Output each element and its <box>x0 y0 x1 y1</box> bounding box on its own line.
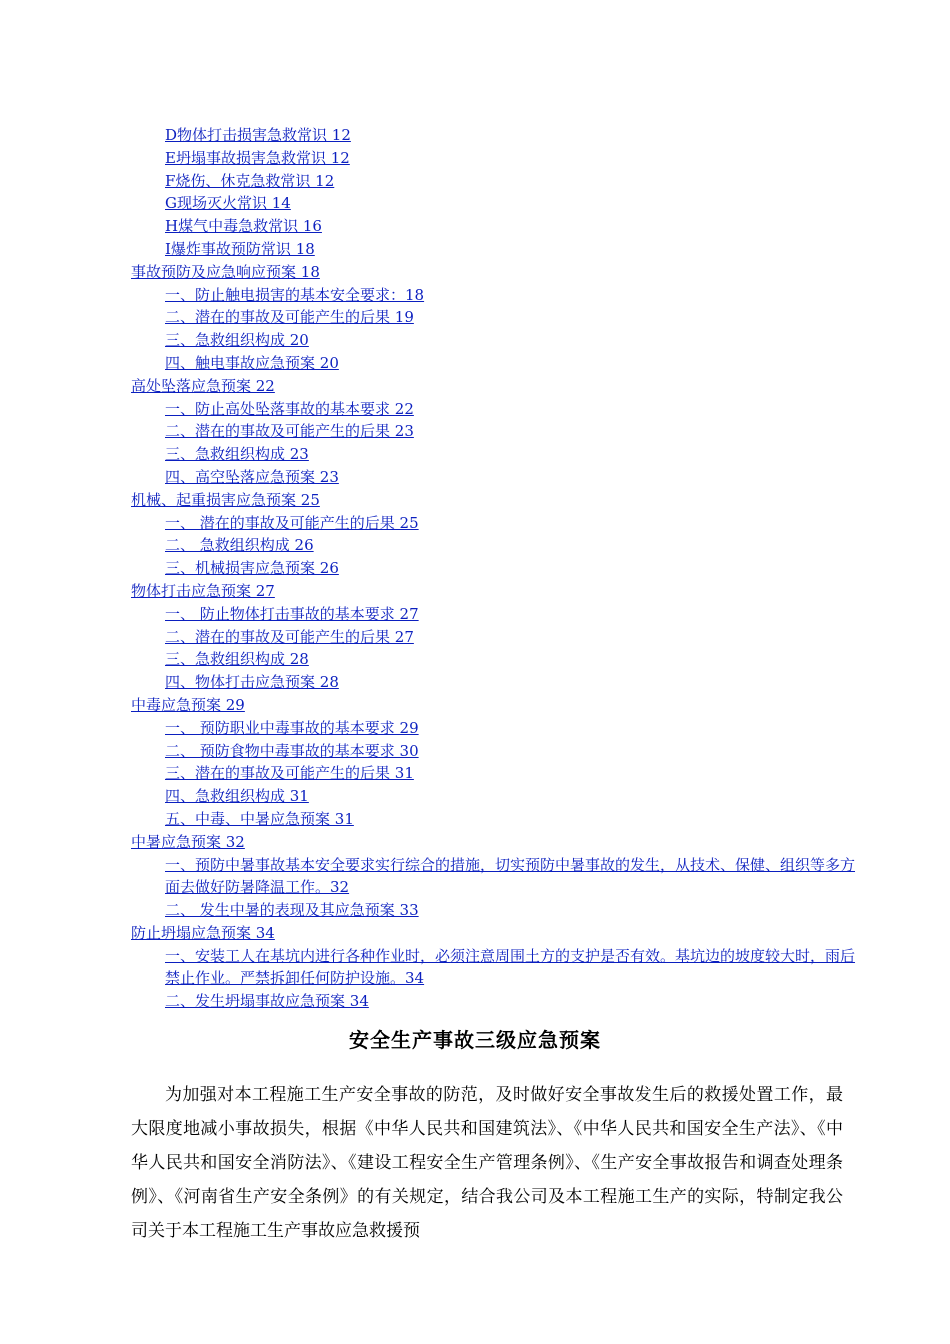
toc-entry[interactable]: 三、潜在的事故及可能产生的后果 31 <box>165 764 414 783</box>
toc-entry[interactable]: 一、安装工人在基坑内进行各种作业时，必须注意周围土方的支护是否有效。基坑边的坡度较大时，雨后禁止作业。严禁拆卸任何防护设施。34 <box>165 946 856 988</box>
toc-entry[interactable]: 二、潜在的事故及可能产生的后果 19 <box>165 308 414 327</box>
toc-entry[interactable]: 一、防止高处坠落事故的基本要求 22 <box>165 399 414 418</box>
toc-entry[interactable]: 二、 急救组织构成 26 <box>165 536 314 555</box>
toc-entry[interactable]: 一、 潜在的事故及可能产生的后果 25 <box>165 513 419 532</box>
toc-entry[interactable]: 二、发生坍塌事故应急预案 34 <box>165 992 369 1011</box>
toc-entry[interactable]: 三、急救组织构成 28 <box>165 650 309 669</box>
toc-entry[interactable]: I爆炸事故预防常识 18 <box>165 239 315 258</box>
toc-entry[interactable]: 三、急救组织构成 20 <box>165 331 309 350</box>
toc-entry[interactable]: 二、潜在的事故及可能产生的后果 23 <box>165 422 414 441</box>
toc-entry[interactable]: G现场灭火常识 14 <box>165 194 291 213</box>
toc-entry[interactable]: 事故预防及应急响应预案 18 <box>131 262 320 281</box>
body-paragraph: 为加强对本工程施工生产安全事故的防范，及时做好安全事故发生后的救援处置工作，最大限度地减小事故损失，根据《中华人民共和国建筑法》、《中华人民共和国安全生产法》、《中华人民共和国安全消防法》、《建设工程安全生产管理条例》、《生产安全事故报告和调查处理条例》、《河南省生产安全条例》的有关规定，结合我公司及本工程施工生产的实际，特制定我公司关于本工程施工生产事故应急救援预 <box>131 1085 843 1241</box>
toc-entry[interactable]: 三、急救组织构成 23 <box>165 445 309 464</box>
toc-entry[interactable]: 四、高空坠落应急预案 23 <box>165 467 339 486</box>
toc-entry[interactable]: 高处坠落应急预案 22 <box>131 376 275 395</box>
toc-entry[interactable]: 四、急救组织构成 31 <box>165 787 309 806</box>
toc-entry[interactable]: H煤气中毒急救常识 16 <box>165 217 322 236</box>
toc-entry[interactable]: D物体打击损害急救常识 12 <box>165 126 351 144</box>
toc-entry[interactable]: 五、中毒、中暑应急预案 31 <box>165 809 354 828</box>
toc-entry[interactable]: 物体打击应急预案 27 <box>131 581 275 600</box>
toc-entry[interactable]: 中毒应急预案 29 <box>131 695 245 714</box>
toc-entry[interactable]: 二、 预防食物中毒事故的基本要求 30 <box>165 741 419 760</box>
toc-entry[interactable]: 三、机械损害应急预案 26 <box>165 559 339 578</box>
toc-entry[interactable]: 防止坍塌应急预案 34 <box>131 923 275 942</box>
toc-entry[interactable]: E坍塌事故损害急救常识 12 <box>165 148 350 167</box>
toc-entry[interactable]: 一、预防中暑事故基本安全要求实行综合的措施，切实预防中暑事故的发生，从技术、保健、组织等多方面去做好防暑降温工作。32 <box>165 855 856 897</box>
toc-entry[interactable]: 四、触电事故应急预案 20 <box>165 353 339 372</box>
toc-entry[interactable]: 四、物体打击应急预案 28 <box>165 673 339 692</box>
toc-entry[interactable]: 一、 防止物体打击事故的基本要求 27 <box>165 604 419 623</box>
toc-entry[interactable]: 二、 发生中暑的表现及其应急预案 33 <box>165 901 419 920</box>
toc-entry[interactable]: 中暑应急预案 32 <box>131 832 245 851</box>
toc-entry[interactable]: 一、防止触电损害的基本安全要求：18 <box>165 285 425 304</box>
toc-entry[interactable]: 二、潜在的事故及可能产生的后果 27 <box>165 627 414 646</box>
document-title: 安全生产事故三级应急预案 <box>349 1028 601 1052</box>
toc-entry[interactable]: 一、 预防职业中毒事故的基本要求 29 <box>165 718 419 737</box>
toc-entry[interactable]: F烧伤、休克急救常识 12 <box>165 171 335 190</box>
table-of-contents <box>131 124 861 1013</box>
toc-entry[interactable]: 机械、起重损害应急预案 25 <box>131 490 320 509</box>
